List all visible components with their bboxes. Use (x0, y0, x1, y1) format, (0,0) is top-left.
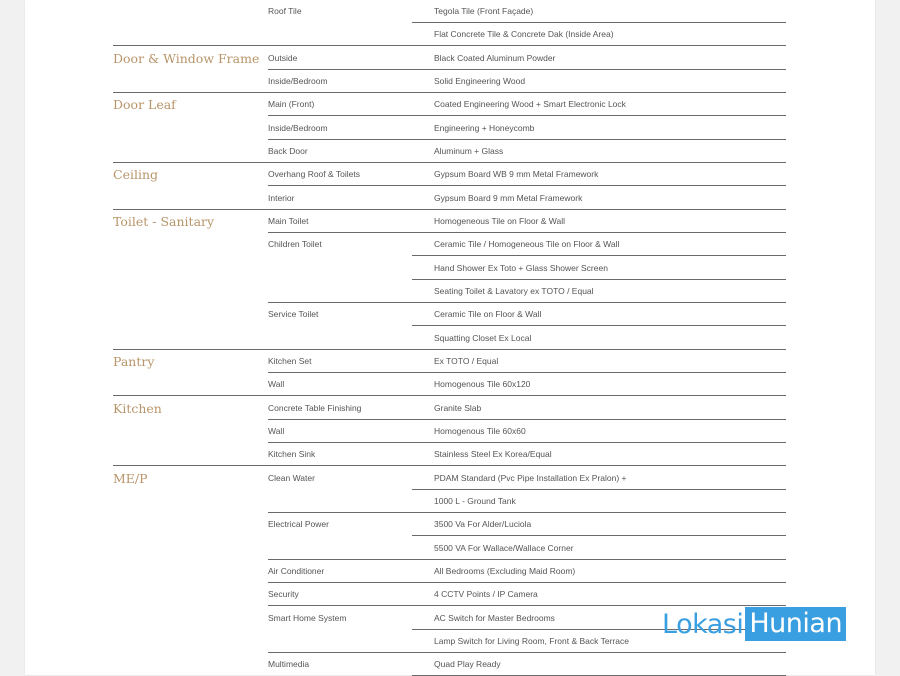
spec-value: Squatting Closet Ex Local (434, 332, 532, 343)
table-row (25, 280, 875, 303)
category-label: Door Leaf (113, 97, 176, 113)
watermark-text-lokasi: Lokasi (662, 608, 744, 640)
spec-value: Ex TOTO / Equal (434, 355, 499, 366)
spec-value: Homogenous Tile 60x60 (434, 425, 526, 436)
spec-value: Stainless Steel Ex Korea/Equal (434, 449, 552, 460)
table-row (25, 23, 875, 46)
table-row (25, 513, 875, 536)
table-row (25, 420, 875, 443)
table-row (25, 140, 875, 163)
spec-value: Solid Engineering Wood (434, 75, 526, 86)
spec-sheet-page (25, 0, 875, 675)
table-row (25, 210, 875, 233)
spec-value: 1000 L - Ground Tank (434, 495, 516, 506)
spec-value: Seating Toilet & Lavatory ex TOTO / Equal (434, 285, 594, 296)
spec-value: 4 CCTV Points / IP Camera (434, 589, 538, 600)
table-row (25, 350, 875, 373)
item-label: Clean Water (268, 472, 315, 483)
spec-value: Aluminum + Glass (434, 145, 504, 156)
spec-value: Quad Play Ready (434, 659, 501, 670)
table-row (25, 187, 875, 210)
category-label: Pantry (113, 353, 155, 369)
table-row (25, 233, 875, 256)
spec-value: PDAM Standard (Pvc Pipe Installation Ex Pralon) + (434, 472, 627, 483)
watermark-logo (662, 607, 846, 641)
item-label: Roof Tile (268, 6, 302, 16)
item-label: Security (268, 589, 299, 600)
item-label: Kitchen Sink (268, 449, 316, 460)
item-label: Main (Front) (268, 99, 315, 110)
spec-value: Gypsum Board 9 mm Metal Framework (434, 192, 583, 203)
table-row (25, 537, 875, 560)
item-label: Outside (268, 52, 298, 63)
spec-value: Lamp Switch for Living Room, Front & Back Terrace (434, 635, 629, 646)
table-row (25, 443, 875, 466)
spec-value: Homogenous Tile 60x120 (434, 379, 531, 390)
watermark-text-hunian: Hunian (745, 607, 846, 641)
category-label: Kitchen (113, 400, 162, 416)
table-row (25, 303, 875, 326)
category-label: Ceiling (113, 167, 159, 183)
spec-value: Homogeneous Tile on Floor & Wall (434, 215, 566, 226)
spec-value: Engineering + Honeycomb (434, 122, 535, 133)
table-row (25, 163, 875, 186)
table-row (25, 0, 875, 23)
spec-value: Coated Engineering Wood + Smart Electronic Lock (434, 99, 626, 110)
table-row (25, 583, 875, 606)
spec-value: Tegola Tile (Front Façade) (434, 6, 534, 16)
table-row (25, 327, 875, 350)
spec-value: Granite Slab (434, 402, 482, 413)
item-label: Wall (268, 425, 285, 436)
table-row (25, 653, 875, 676)
table-row (25, 70, 875, 93)
spec-value: 3500 Va For Alder/Luciola (434, 519, 532, 530)
item-label: Air Conditioner (268, 565, 325, 576)
item-label: Multimedia (268, 659, 310, 670)
table-row (25, 257, 875, 280)
category-label: Toilet - Sanitary (113, 213, 215, 229)
table-row (25, 47, 875, 70)
category-label: Door & Window Frame (113, 50, 260, 66)
item-label: Overhang Roof & Toilets (268, 169, 360, 180)
spec-value: Black Coated Aluminum Powder (434, 52, 556, 63)
item-label: Main Toilet (268, 215, 309, 226)
item-label: Concrete Table Finishing (268, 402, 362, 413)
table-row (25, 490, 875, 513)
table-row (25, 560, 875, 583)
item-label: Children Toilet (268, 239, 322, 250)
spec-value: Gypsum Board WB 9 mm Metal Framework (434, 169, 599, 180)
table-row (25, 93, 875, 116)
item-label: Interior (268, 192, 295, 203)
item-label: Smart Home System (268, 612, 347, 623)
category-label: ME/P (113, 470, 148, 486)
item-label: Electrical Power (268, 519, 329, 530)
spec-value: Ceramic Tile on Floor & Wall (434, 309, 542, 320)
table-row (25, 397, 875, 420)
spec-value: AC Switch for Master Bedrooms (434, 612, 555, 623)
spec-value: Ceramic Tile / Homogeneous Tile on Floor & Wall (434, 239, 620, 250)
item-label: Service Toilet (268, 309, 319, 320)
item-label: Inside/Bedroom (268, 122, 328, 133)
table-row (25, 467, 875, 490)
spec-value: Hand Shower Ex Toto + Glass Shower Screen (434, 262, 608, 273)
table-row (25, 373, 875, 396)
item-label: Back Door (268, 145, 308, 156)
spec-value: Flat Concrete Tile & Concrete Dak (Inside Area) (434, 29, 614, 40)
item-label: Kitchen Set (268, 355, 312, 366)
spec-value: All Bedrooms (Excluding Maid Room) (434, 565, 576, 576)
spec-value: 5500 VA For Wallace/Wallace Corner (434, 542, 574, 553)
item-label: Inside/Bedroom (268, 75, 328, 86)
table-row (25, 117, 875, 140)
item-label: Wall (268, 379, 285, 390)
